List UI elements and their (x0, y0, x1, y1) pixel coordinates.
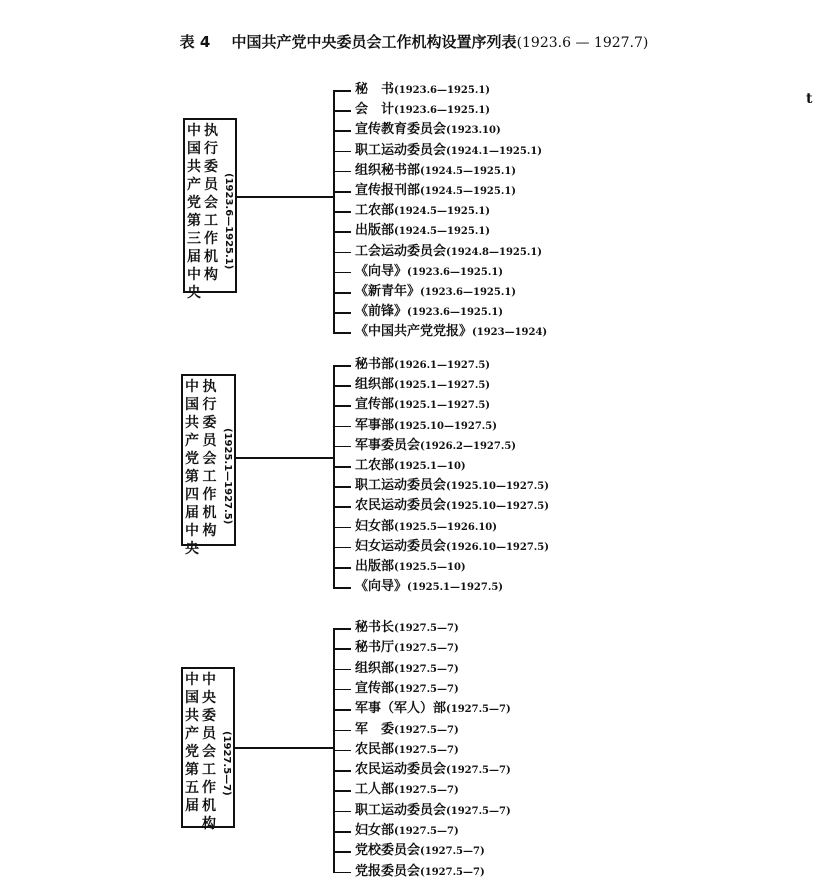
org-item (355, 183, 516, 200)
edge-mark: t (806, 91, 813, 107)
org-item (355, 324, 547, 341)
org-item-label: 组织秘书部 (355, 162, 421, 178)
org-item-label: 《向导》 (355, 579, 408, 595)
bracket-tick (333, 648, 351, 650)
group-period: (1923.6—1925.1) (223, 173, 234, 270)
org-item-label: 宣传报刊部 (355, 183, 421, 198)
org-item (355, 498, 549, 515)
org-item-dates: (1926.1—1927.5) (394, 360, 491, 371)
org-item-label: 军 委 (355, 721, 395, 737)
org-item-label: 工人部 (355, 782, 395, 798)
org-item-label: 党校委员会 (355, 843, 421, 859)
org-item-label: 妇女部 (355, 823, 395, 838)
connector-line (237, 196, 333, 198)
org-item (355, 102, 490, 119)
org-item-dates: (1927.5—7) (420, 846, 485, 858)
org-item-dates: (1926.10—1927.5) (446, 541, 549, 553)
bracket-tick (333, 385, 351, 387)
org-item (355, 559, 466, 576)
org-item-dates: (1925.1—1927.5) (407, 582, 504, 594)
org-item-dates: (1924.5—1925.1) (394, 206, 491, 218)
bracket-tick (333, 831, 351, 833)
org-item (355, 122, 501, 139)
org-item (355, 143, 542, 160)
org-item-dates: (1923—1924) (472, 327, 548, 339)
org-item-dates: (1927.5—7) (394, 826, 459, 837)
org-item-dates: (1925.10—1927.5) (446, 481, 549, 493)
org-item-dates: (1925.1—1927.5) (394, 380, 491, 392)
org-item (355, 304, 503, 321)
org-item-label: 工农部 (355, 458, 395, 473)
org-item (355, 163, 516, 180)
table-name: 中国共产党中央委员会工作机构设置序列表 (231, 33, 517, 51)
org-item-dates: (1925.10—1927.5) (446, 501, 549, 513)
org-item-dates: (1925.10—1927.5) (394, 420, 497, 432)
org-item-label: 农民部 (355, 741, 395, 757)
org-item (355, 762, 511, 779)
org-item-dates: (1923.6—1925.1) (407, 266, 504, 278)
org-item-dates: (1925.1—1927.5) (394, 400, 491, 412)
org-item-dates: (1923.6—1925.1) (407, 307, 504, 319)
bracket-tick (333, 211, 351, 213)
bracket-tick (333, 709, 351, 711)
bracket-tick (333, 312, 351, 314)
org-item-dates: (1927.5—7) (446, 765, 511, 777)
bracket-tick (333, 272, 351, 274)
org-item-label: 党报委员会 (355, 863, 421, 879)
bracket-tick (333, 130, 351, 132)
bracket-tick (333, 231, 351, 233)
org-item-label: 宣传部 (355, 680, 395, 696)
org-item (355, 864, 485, 881)
org-item (355, 620, 459, 637)
org-item (355, 438, 516, 455)
group-title-column: 中央委员会工作机构 (202, 672, 216, 832)
org-item-dates: (1925.5—10) (394, 562, 466, 573)
org-item-label: 出版部 (355, 223, 395, 239)
org-item (355, 397, 490, 414)
org-item-dates: (1927.5—7) (394, 663, 459, 675)
org-item (355, 478, 549, 495)
org-item-label: 《向导》 (355, 263, 408, 279)
group-title-column: 中国共产党第四届中央 (185, 379, 199, 557)
org-item-label: 农民运动委员会 (355, 498, 447, 514)
table-number: 表 4 (179, 33, 211, 51)
org-item-label: 军事（军人）部 (355, 701, 447, 717)
org-item (355, 579, 503, 596)
org-item-label: 《中国共产党党报》 (355, 324, 473, 340)
group-box-2 (181, 374, 236, 557)
bracket-tick (333, 171, 351, 173)
org-item-label: 职工运动委员会 (355, 142, 447, 158)
org-item-label: 职工运动委员会 (355, 802, 447, 818)
org-item-dates: (1927.5—7) (446, 704, 511, 716)
table-dates: (1923.6 — 1927.7) (516, 35, 649, 51)
org-item-dates: (1927.5—7) (394, 744, 459, 756)
org-item-dates: (1927.5—7) (394, 683, 459, 695)
bracket-tick (333, 426, 351, 428)
bracket-tick (333, 365, 351, 367)
bracket-tick (333, 506, 351, 508)
org-item (355, 418, 497, 435)
org-item-label: 工会运动委员会 (355, 243, 447, 259)
org-item-label: 妇女部 (355, 518, 395, 534)
org-item-label: 会 计 (355, 102, 395, 118)
org-item-dates: (1926.2—1927.5) (420, 440, 517, 452)
org-item (355, 377, 490, 394)
org-item (355, 203, 490, 220)
bracket-tick (333, 770, 351, 772)
org-item (355, 803, 511, 820)
org-item-label: 军事部 (355, 417, 395, 433)
org-item-dates: (1927.5—7) (394, 785, 459, 797)
bracket-tick (333, 587, 351, 589)
org-item-dates: (1927.5—7) (394, 643, 459, 655)
group-period: (1925.1—1927.5) (222, 427, 233, 525)
org-item-label: 秘书厅 (355, 640, 395, 656)
org-item-dates: (1924.8—1925.1) (446, 246, 543, 258)
org-item-label: 组织部 (355, 377, 395, 393)
org-item-dates: (1924.5—1925.1) (420, 165, 517, 177)
org-item-label: 宣传部 (355, 397, 395, 413)
org-item-dates: (1924.5—1925.1) (394, 226, 491, 238)
org-item-label: 《前锋》 (355, 304, 408, 320)
bracket-tick (333, 527, 351, 529)
group-box-1 (183, 118, 237, 301)
group-title-column: 中国共产党第五届 (185, 672, 199, 814)
bracket-tick (333, 669, 351, 671)
bracket-tick (333, 151, 351, 153)
org-item (355, 264, 503, 281)
bracket-tick (333, 689, 351, 691)
bracket-tick (333, 191, 351, 193)
bracket-tick (333, 790, 351, 792)
org-item (355, 244, 542, 261)
org-item (355, 223, 490, 240)
org-item (355, 722, 459, 739)
bracket-tick (333, 405, 351, 407)
org-item (355, 519, 497, 536)
org-item-label: 职工运动委员会 (355, 478, 447, 494)
org-item (355, 82, 490, 99)
org-item (355, 284, 516, 301)
bracket-tick (333, 750, 351, 752)
org-item-label: 工农部 (355, 203, 395, 219)
bracket-tick (333, 486, 351, 488)
group-title-column: 执行委员会工作机构 (202, 379, 217, 539)
org-item-dates: (1924.5—1925.1) (420, 186, 517, 197)
org-item-dates: (1923.6—1925.1) (420, 287, 517, 298)
org-item-label: 军事委员会 (355, 437, 421, 453)
org-item-dates: (1927.5—7) (394, 724, 459, 736)
org-item (355, 843, 485, 860)
connector-line (236, 457, 333, 459)
org-item (355, 661, 459, 678)
org-item-label: 妇女运动委员会 (355, 538, 447, 554)
org-item-dates: (1923.10) (446, 125, 501, 137)
bracket-tick (333, 730, 351, 732)
bracket-tick (333, 466, 351, 468)
org-item (355, 640, 459, 657)
bracket-tick (333, 292, 351, 294)
org-item-label: 秘书部 (355, 357, 395, 372)
bracket-tick (333, 872, 351, 874)
bracket-tick (333, 811, 351, 813)
org-item-label: 宣传教育委员会 (355, 122, 447, 138)
org-item-dates: (1924.1—1925.1) (446, 145, 543, 157)
org-item-dates: (1923.6—1925.1) (394, 85, 491, 96)
org-item-dates: (1927.5—7) (446, 805, 511, 817)
table-title (0, 31, 828, 52)
org-item (355, 701, 511, 718)
group-period: (1927.5—7) (221, 731, 232, 796)
bracket-tick (333, 547, 351, 549)
org-item-dates: (1923.6—1925.1) (394, 105, 491, 117)
org-item (355, 681, 459, 698)
org-item-label: 秘 书 (355, 82, 395, 97)
org-item-dates: (1927.5—7) (420, 866, 485, 878)
org-item-label: 组织部 (355, 660, 395, 676)
org-item (355, 823, 459, 840)
connector-line (235, 747, 333, 749)
org-item (355, 539, 549, 556)
org-item (355, 742, 459, 759)
org-item (355, 357, 490, 374)
org-item-dates: (1925.5—1926.10) (394, 521, 497, 533)
org-item-dates: (1927.5—7) (394, 623, 459, 634)
org-item (355, 458, 466, 475)
org-item-label: 出版部 (355, 559, 395, 574)
bracket-tick (333, 628, 351, 630)
org-item-label: 秘书长 (355, 620, 395, 635)
bracket-line (333, 365, 335, 588)
org-item-label: 《新青年》 (355, 284, 421, 299)
group-title-column: 中国共产党第三届中央 (187, 123, 201, 301)
bracket-tick (333, 252, 351, 254)
bracket-tick (333, 567, 351, 569)
bracket-tick (333, 446, 351, 448)
group-title-column: 执行委员会工作机构 (204, 123, 218, 283)
org-item-dates: (1925.1—10) (394, 461, 466, 472)
group-box-3 (181, 667, 235, 832)
bracket-tick (333, 90, 351, 92)
org-item (355, 782, 459, 799)
bracket-tick (333, 851, 351, 853)
bracket-tick (333, 332, 351, 334)
org-item-label: 农民运动委员会 (355, 762, 447, 778)
bracket-tick (333, 110, 351, 112)
